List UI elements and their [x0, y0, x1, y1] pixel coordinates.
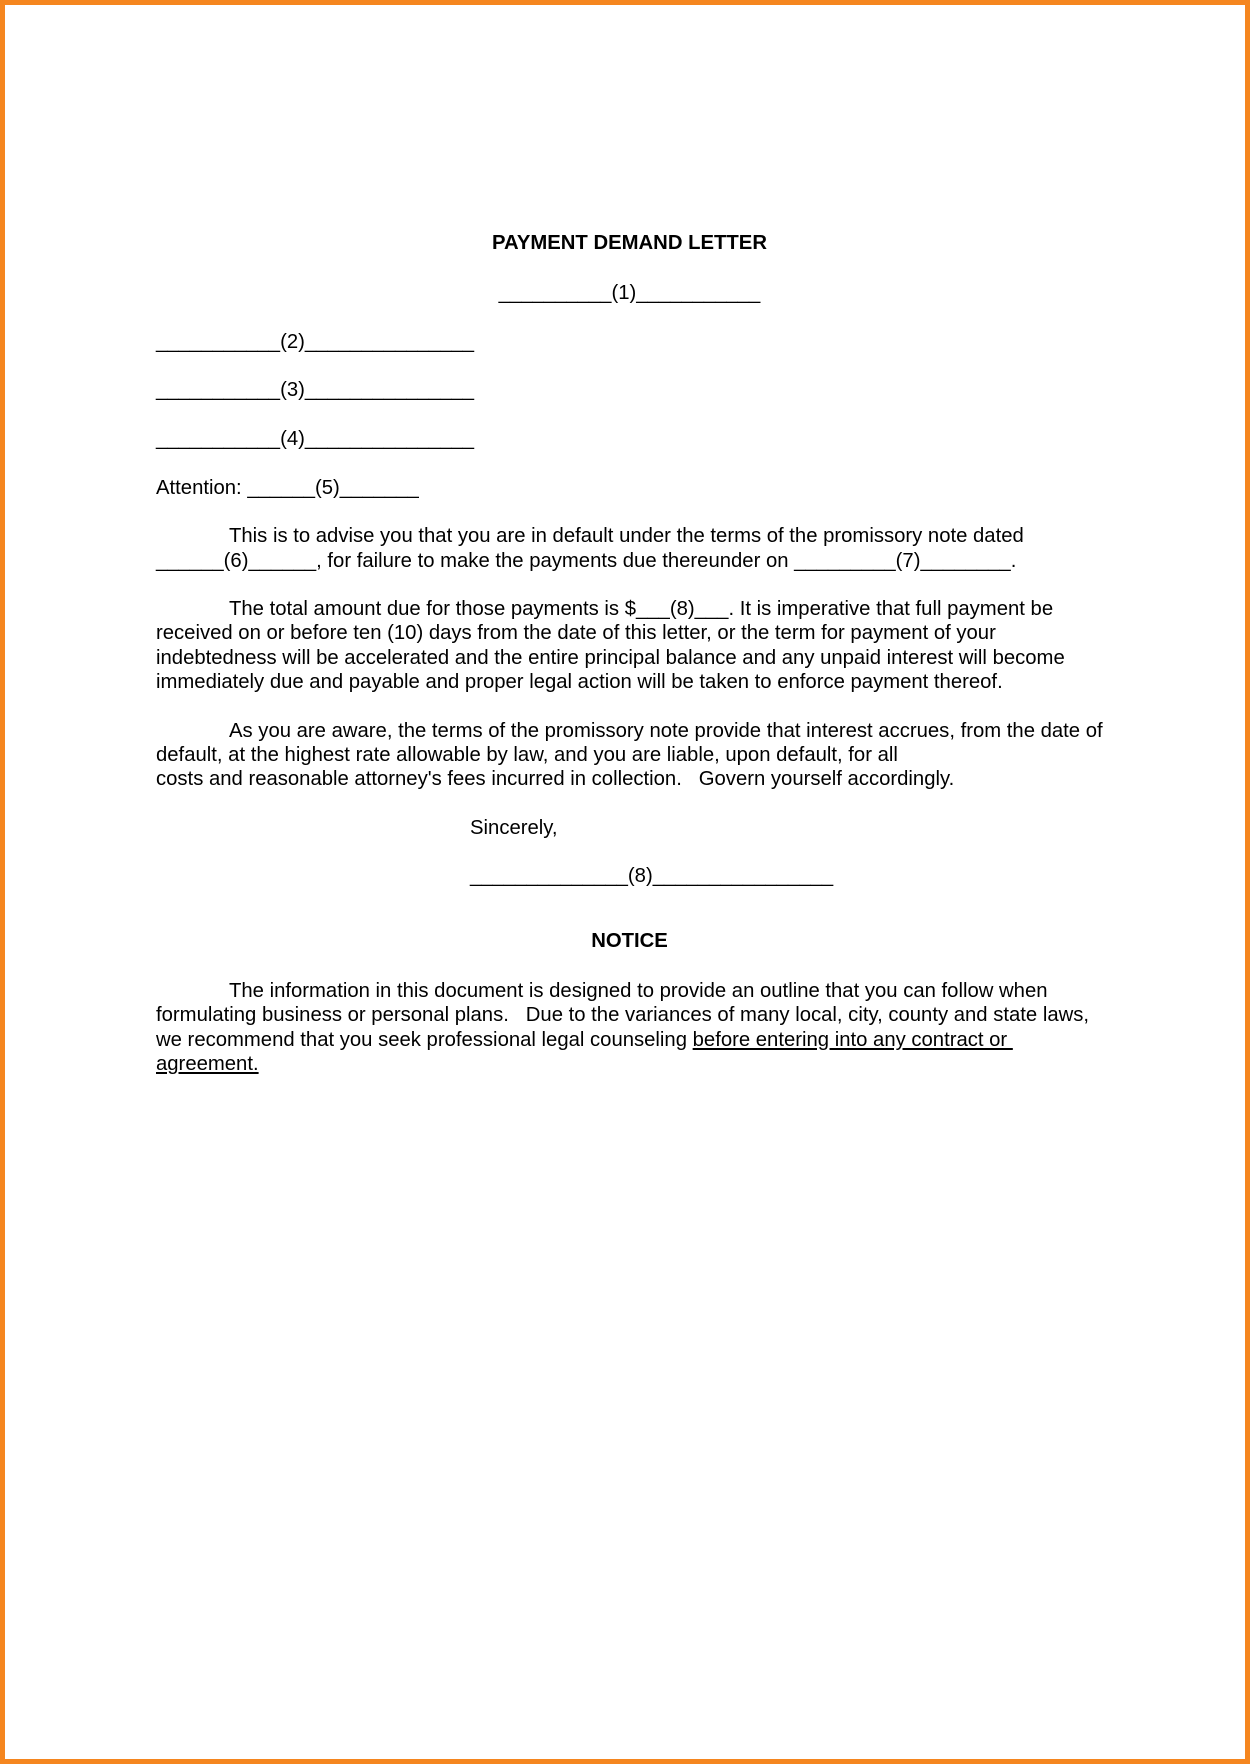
amount-due-line-2: received on or before ten (10) days from the date of this letter, or the term for payment of your [156, 622, 996, 645]
address-line-1: ___________(2)_______________ [156, 330, 475, 353]
notice-line-2: formulating business or personal plans. Due to the variances of many local, city, county and state laws, [156, 1004, 1090, 1027]
default-paragraph [156, 524, 1106, 573]
amount-due-line-1: The total amount due for those payments is $___(8)___. It is imperative that full payment be [229, 598, 1054, 621]
address-line-3: ___________(4)_______________ [156, 428, 475, 451]
amount-due-line-3: indebtedness will be accelerated and the entire principal balance and any unpaid interest will become [156, 646, 1065, 669]
interest-paragraph [156, 719, 1106, 792]
default-paragraph-line-1: This is to advise you that you are in default under the terms of the promissory note dated [229, 525, 1024, 548]
closing: Sincerely, [470, 816, 558, 839]
interest-line-1: As you are aware, the terms of the promissory note provide that interest accrues, from the date of [229, 719, 1103, 742]
notice-line-1: The information in this document is designed to provide an outline that you can follow when [229, 980, 1048, 1003]
signature-field: ______________(8)________________ [470, 865, 834, 888]
letter-document [156, 231, 1106, 1076]
amount-due-paragraph [156, 597, 1106, 694]
interest-line-2: default, at the highest rate allowable by law, and you are liable, upon default, for all [156, 743, 898, 766]
date-field: __________(1)___________ [498, 282, 761, 305]
notice-paragraph [156, 979, 1106, 1076]
interest-line-3: costs and reasonable attorney's fees incurred in collection. Govern yourself accordingly. [156, 768, 955, 791]
notice-title: NOTICE [591, 929, 668, 952]
amount-due-line-4: immediately due and payable and proper legal action will be taken to enforce payment thereof. [156, 671, 1003, 694]
attention-line: Attention: ______(5)_______ [156, 476, 419, 499]
address-line-2: ___________(3)_______________ [156, 379, 475, 402]
letter-title: PAYMENT DEMAND LETTER [492, 232, 767, 254]
default-paragraph-line-2: ______(6)______, for failure to make the payments due thereunder on _________(7)________. [156, 549, 1017, 572]
notice-underlined-text: before entering into any contract or [692, 1028, 1013, 1051]
notice-underlined-end: agreement. [156, 1052, 259, 1075]
notice-line-3: we recommend that you seek professional legal counseling [156, 1028, 693, 1051]
